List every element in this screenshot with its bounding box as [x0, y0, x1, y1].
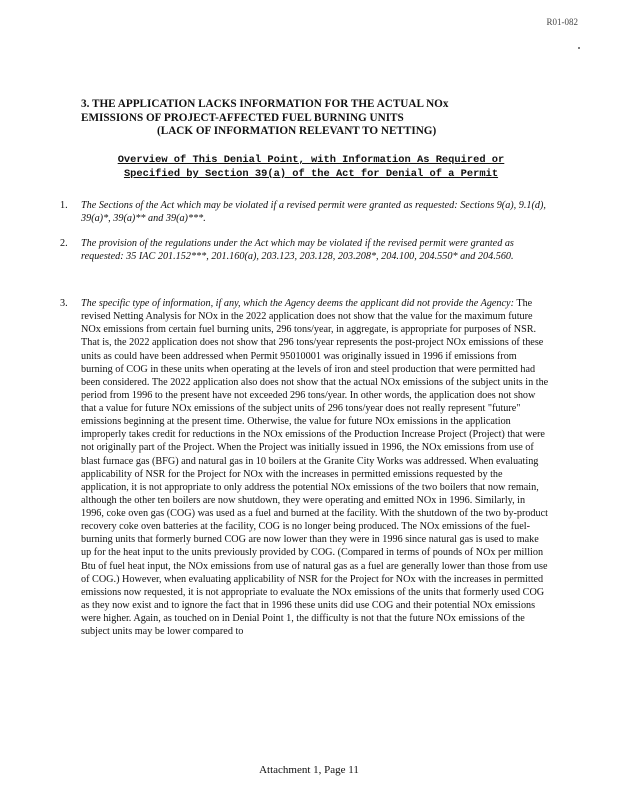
heading-line-2: EMISSIONS OF PROJECT-AFFECTED FUEL BURNING UNITS	[81, 111, 404, 124]
overview-line-1: Overview of This Denial Point, with Information As Required or	[117, 154, 505, 166]
heading-line-1: 3. THE APPLICATION LACKS INFORMATION FOR THE ACTUAL NOx	[81, 98, 449, 110]
document-id: R01-082	[546, 17, 578, 27]
item-number: 3.	[60, 298, 68, 309]
item-number: 1.	[60, 200, 68, 211]
list-item	[60, 297, 550, 638]
page-footer: Attachment 1, Page 11	[259, 764, 359, 776]
section-heading	[81, 98, 541, 139]
overview-heading	[76, 153, 546, 181]
item-lead: The specific type of information, if any, which the Agency deems the applicant did not provide the Agency:	[81, 298, 514, 309]
list-item	[60, 238, 550, 264]
item-text: The provision of the regulations under the Act which may be violated if the revised permit were granted as requested: 35 IAC 201.152***, 201.160(a), 203.123, 203.128, 203.208*, 204.100, 204.550* and 204.560.	[81, 238, 514, 262]
item-text: The revised Netting Analysis for NOx in the 2022 application does not show that the value for the maximum future NOx emissions from certain fuel burning units, 296 tons/year, in aggregate, is appropriate for purposes of NSR. That is, the 2022 application does not show that 296 tons/year represents the post-project NOx emissions of these units as could have been addressed when Permit 95010001 was originally issued in 1996 if emissions from burning of COG in these units when operating at the levels of iron and steel production that were permitted had been considered. The 2022 application also does not show that the actual NOx emissions of the subject units in the period from 1996 to the present have not exceeded 296 tons/year. In other words, the application does not show that a value for future NOx emissions of the subject units of 296 tons/year does not really represent "future" emissions beginning at the present time. Otherwise, the value for future NOx emissions in the application improperly takes credit for reductions in the NOx emissions of the Production Increase Project (Project) that were not originally part of the Project. When the Project was initially issued in 1996, the NOx emissions from use of blast furnace gas (BFG) and natural gas in 10 boilers at the Granite City Works was addressed. When evaluating applicability of NSR for the Project for NOx with the increases in permitted emissions requested by the application, it is not appropriate to only address the potential NOx emissions of the two boilers that now remain, although the other ten boilers are now shutdown, they were operating and emitted NOx in 1996. Similarly, in 1996, coke oven gas (COG) was used as a fuel and burned at the facility. With the shutdown of the two by-product recovery coke oven batteries at the facility, COG is no longer being produced. The NOx emissions of the fuel-burning units that formerly burned COG are now lower than they were in 1996 since natural gas is used to make up for the heat input to the units previously provided by COG. (Compared in terms of pounds of NOx per million Btu of fuel heat input, the NOx emissions from use of natural gas as a fuel are generally lower than those from use of COG.) However, when evaluating applicability of NSR for the Project for NOx with the increases in permitted emissions now requested, it is not appropriate to evaluate the NOx emissions of the units that formerly used COG as they now exist and to ignore the fact that in 1996 these units did use COG and their potential NOx emissions were higher. Again, as touched on in Denial Point 1, the difficulty is not that the future NOx emissions of the subject units may be lower compared to	[81, 298, 549, 638]
list-item	[60, 200, 550, 226]
item-number: 2.	[60, 238, 68, 249]
item-body	[81, 297, 550, 638]
overview-line-2: Specified by Section 39(a) of the Act for Denial of a Permit	[123, 168, 499, 180]
item-text: The Sections of the Act which may be violated if a revised permit were granted as requested: Sections 9(a), 9.1(d), 39(a)*, 39(a)** and 39(a)***.	[81, 200, 546, 224]
scan-speck	[578, 47, 580, 49]
heading-line-3: (LACK OF INFORMATION RELEVANT TO NETTING)	[157, 125, 437, 137]
